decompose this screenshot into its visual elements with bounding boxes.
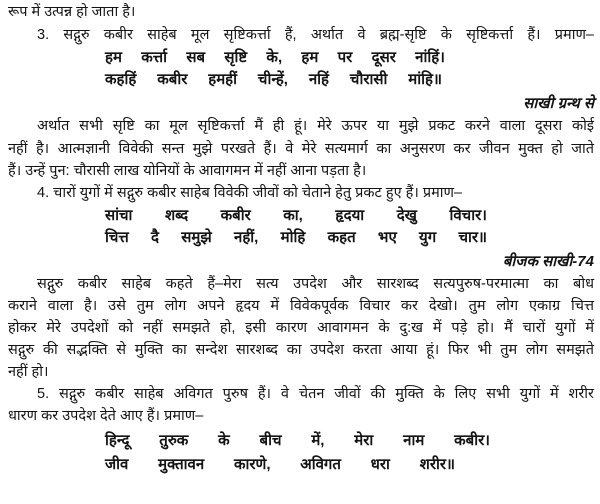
verse-word: कबीर।: [454, 432, 490, 449]
numbered-point-4: 4. चारों युगों में सद्गुरु कबीर साहेब विवेकी जीवों को चेताने हेतु प्रकट हुए हैं। प्रमाण–: [37, 185, 463, 201]
verse-word: हिन्दू: [105, 432, 130, 449]
paragraph-line: सद्गुरु की सद्भक्ति से मुक्ति का सन्देश सारशब्द का उपदेश करता आया हूं। फिर भी तुम लोग समझते: [8, 342, 594, 358]
verse-word: कबीर: [157, 71, 188, 88]
verse-word: कर्त्ता: [141, 49, 168, 66]
paragraph-line: सद्गुरु कबीर साहेब कहते हैं–मेरा सत्य उपदेश और सारशब्द सत्यपुरुष-परमात्मा का बोध: [37, 276, 594, 292]
verse-word: के: [218, 432, 230, 449]
paragraph-line: अर्थात सभी सृष्टि का मूल सृष्टिकर्त्ता मैं ही हूं। मेरे ऊपर या मुझे प्रकट करने वाला दूसरा कोई: [37, 118, 594, 134]
paragraph-line: हैं। उन्हें पुन: चौरासी लाख योनियों के आवागमन में नहीं आना पड़ता है।: [8, 163, 367, 179]
verse-line: [105, 47, 445, 69]
verse-word: चीन्हें,: [257, 71, 288, 88]
verse-word: मेरा: [354, 432, 374, 449]
paragraph-line: धारण कर उपदेश देते आए हैं। प्रमाण–: [8, 408, 204, 424]
verse-word: के,: [266, 49, 283, 66]
paragraph-line: होकर मेरे उपदेशों को नहीं समझते हो, इसी कारण आवागमन के दु:ख में पड़े हो। मैं चारों युगों में: [8, 320, 594, 336]
paragraph-line: नहीं है। आत्मज्ञानी विवेकी सन्त मुझे परखते हैं। वे मेरे सत्यमार्ग का अनुसरण कर जीवन मुक्त हो जाते: [8, 141, 594, 157]
numbered-point-5: 5. सद्गुरु कबीर साहेब अविगत पुरुष हैं। वे चेतन जीवों की मुक्ति के लिए सभी युगों में शरीर: [37, 386, 594, 402]
verse-line: [105, 430, 490, 452]
verse-word: चौरासी: [349, 71, 388, 88]
verse-word: मांहि॥: [408, 71, 442, 88]
verse-word: सब: [186, 49, 206, 66]
verse-word: में,: [311, 432, 325, 449]
verse-line: [105, 227, 487, 249]
verse-word: भए: [377, 229, 397, 246]
verse-word: मुक्तावन: [158, 456, 205, 473]
verse-word: मोहि: [280, 229, 306, 246]
verse-word: शब्द: [164, 207, 189, 224]
paragraph-line: कराने वाला है। उसे तुम लोग अपने हृदय में विवेकपूर्वक विचार कर देखो। तुम लोग एकाग्र चित्त: [8, 298, 594, 314]
numbered-point-3: 3. सद्गुरु कबीर साहेब मूल सृष्टिकर्त्ता हैं, अर्थात वे ब्रह्म-सृष्टि के सृष्टिकर्त्ता हैं। प्रमाण–: [37, 27, 594, 43]
verse-word: चार॥: [458, 229, 487, 246]
verse-word: दूसर: [371, 49, 396, 66]
paragraph-line: नहीं हो।: [8, 364, 49, 380]
verse-word: चित्त: [105, 229, 129, 246]
verse-word: धरा: [370, 456, 390, 473]
verse-line: [105, 205, 487, 227]
verse-word: कारणे,: [233, 456, 271, 473]
verse-line: [105, 69, 442, 91]
verse-word: नाम: [403, 432, 425, 449]
verse-word: अविगत: [300, 456, 341, 473]
verse-word: शरीर॥: [419, 456, 455, 473]
paragraph-line: रूप में उत्पन्न हो जाता है।: [8, 4, 136, 20]
verse-word: देखु: [396, 207, 417, 224]
verse-word: समुझे: [181, 229, 212, 246]
verse-word: कबीर: [220, 207, 251, 224]
verse-word: नहिं: [308, 71, 330, 88]
verse-word: विचार।: [449, 207, 487, 224]
verse-word: पर: [337, 49, 353, 66]
verse-word: का,: [283, 207, 303, 224]
verse-word: हृदया: [335, 207, 365, 224]
citation: बीजक साखी-74: [502, 253, 594, 270]
verse-word: जीव: [105, 456, 129, 473]
verse-word: कहहिं: [105, 71, 137, 88]
verse-word: हम: [301, 49, 319, 66]
verse-word: बीच: [259, 432, 282, 449]
verse-line: [105, 454, 455, 476]
verse-word: तुरुक: [159, 432, 189, 449]
verse-word: सांचा: [105, 207, 133, 224]
verse-word: सृष्टि: [224, 49, 248, 66]
verse-word: नांहिं।: [415, 49, 445, 66]
verse-word: दै: [151, 229, 160, 246]
verse-word: हमहीं: [208, 71, 238, 88]
verse-word: हम: [105, 49, 122, 66]
citation: साखी ग्रन्थ से: [523, 95, 594, 112]
verse-word: कहत: [327, 229, 356, 246]
verse-word: नहीं,: [234, 229, 259, 246]
verse-word: युग: [419, 229, 437, 246]
